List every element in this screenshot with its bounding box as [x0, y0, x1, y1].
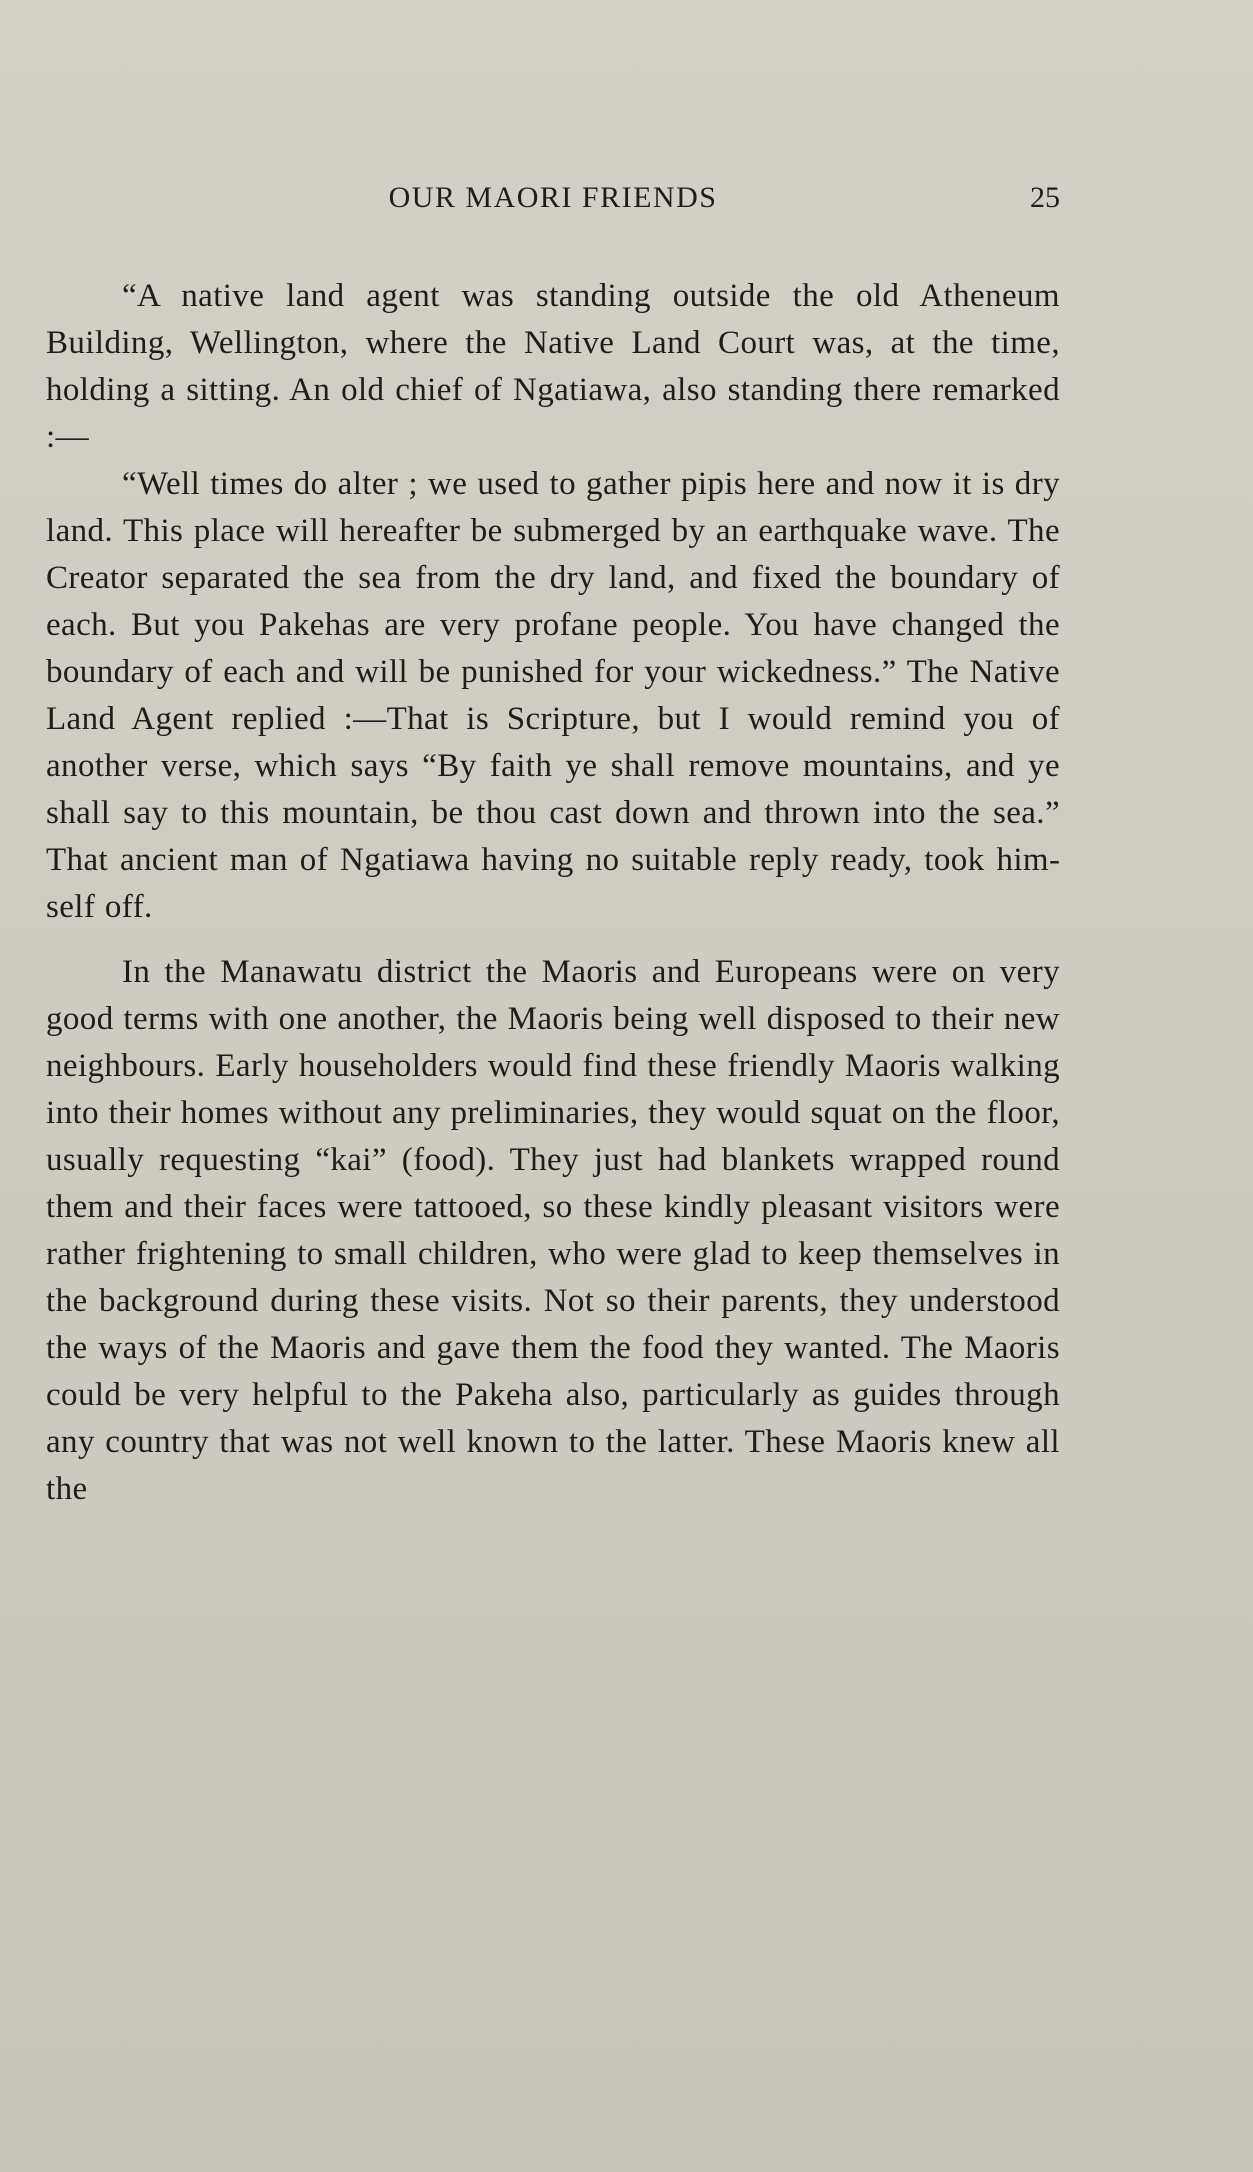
- body-text: [46, 273, 1060, 1513]
- paragraph-chief-speech: “Well times do alter ; we used to gather pipis here and now it is dry land. This place will hereafter be submerged by an earthquake wave. The Creator separated the sea from the dry land, and fixed the boundary of each. But you Pakehas are very profane people. You have changed the boundary of each and will be punished for your wickedness.” The Native Land Agent replied :—That is Scripture, but I would remind you of another verse, which says “By faith ye shall remove mountains, and ye shall say to this mountain, be thou cast down and thrown into the sea.” That ancient man of Ngatiawa having no suitable reply ready, took himself off.: [46, 466, 1060, 925]
- paragraph-manawatu: In the Manawatu district the Maoris and Europeans were on very good terms with one another, the Maoris being well disposed to their new neighbours. Early householders would find these friendly Maoris walking into their homes without any preliminaries, they would squat on the floor, usually requesting “kai” (food). They just had blankets wrapped round them and their faces were tattooed, so these kindly pleasant visitors were rather frightening to small children, who were glad to keep themselves in the background during these visits. Not so their parents, they understood the ways of the Maoris and gave them the food they wanted. The Maoris could be very helpful to the Pakeha also, particularly as guides through any country that was not well known to the latter. These Maoris knew all the: [46, 954, 1060, 1507]
- paragraph-land-agent: “A native land agent was standing outside the old Atheneum Building, Wellington, where the Native Land Court was, at the time, holding a sitting. An old chief of Ngatiawa, also standing there remarked :—: [46, 278, 1060, 455]
- page-number: 25: [1030, 181, 1060, 214]
- running-title: OUR MAORI FRIENDS: [388, 181, 718, 214]
- running-header: [46, 178, 1060, 218]
